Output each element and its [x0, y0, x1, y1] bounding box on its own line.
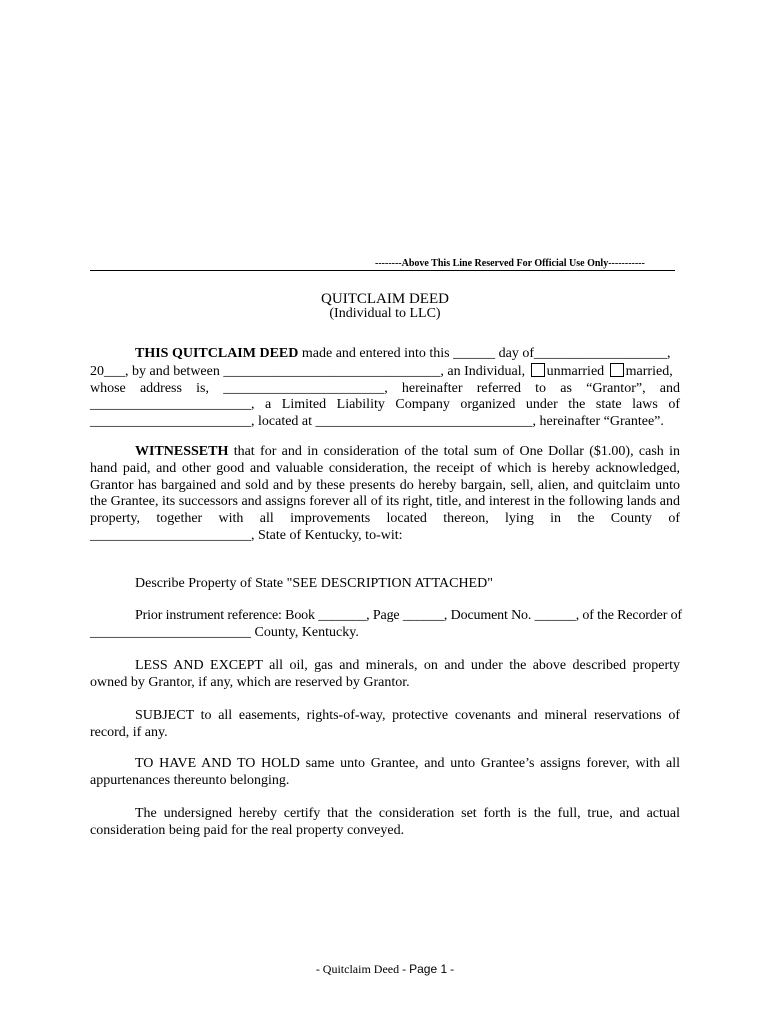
word: Company — [395, 397, 450, 413]
subject-paragraph: SUBJECT to all easements, rights-of-way, protective covenants and mineral reservations of record, if any. — [90, 708, 680, 740]
word: Liability — [336, 397, 385, 413]
intro-line-5: _______________________, located at _______________________________, hereinafter “Grantee”. — [90, 414, 664, 430]
word: to — [535, 380, 547, 396]
footer-suffix: - — [447, 962, 455, 976]
page-footer — [0, 962, 770, 977]
word: address — [139, 380, 182, 396]
word: a — [265, 397, 272, 413]
witnesseth-lead: WITNESSETH — [135, 444, 229, 459]
word: of — [668, 397, 680, 413]
married-label: married, — [625, 363, 673, 379]
describe-property: Describe Property of State "SEE DESCRIPTION ATTACHED" — [135, 576, 493, 591]
word: “Grantor”, — [586, 380, 646, 396]
word: as — [560, 380, 572, 396]
word: _______________________, — [90, 397, 255, 413]
certify-paragraph: The undersigned hereby certify that the consideration set forth is the full, true, and actual consideration being paid for the real property conveyed. — [90, 806, 680, 838]
word: laws — [632, 397, 658, 413]
horizontal-rule — [90, 270, 675, 271]
prior-line-2: _______________________ County, Kentucky. — [90, 624, 359, 640]
page-number: Page 1 — [409, 962, 448, 976]
unmarried-checkbox[interactable] — [531, 363, 545, 377]
witnesseth-text: that for and in consideration of the total sum of One Dollar ($1.00), cash in hand paid, and other good and valuable consideration, the receipt of which is hereby acknowledged, Grantor has bargained and sold and by these presents do hereby bargain, sell, alien, and quitclaim unto the Grantee, its successors and assigns forever all of its right, title, and interest in the following lands and property, together with all improvements located thereon, lying in the County of _______________________, State of Kentucky, to-wit: — [90, 444, 680, 543]
intro-line-4 — [90, 397, 680, 414]
word: is, — [196, 380, 209, 396]
unmarried-label: unmarried — [546, 363, 605, 379]
married-checkbox[interactable] — [610, 363, 624, 377]
word: state — [595, 397, 622, 413]
intro-line-1 — [90, 346, 680, 363]
intro-line-2 — [90, 363, 680, 381]
witnesseth-paragraph — [90, 444, 680, 545]
prior-instrument — [90, 608, 680, 642]
footer-prefix: - Quitclaim Deed - — [315, 962, 410, 976]
page-title: QUITCLAIM DEED — [321, 291, 449, 307]
prior-line-1: Prior instrument reference: Book _______, Page ______, Document No. ______, of the Recorder of — [135, 608, 682, 623]
word: _______________________, — [223, 380, 388, 396]
word: organized — [460, 397, 516, 413]
intro-line-3 — [90, 381, 680, 398]
page-subtitle: (Individual to LLC) — [329, 306, 441, 321]
word: referred — [476, 380, 521, 396]
intro-paragraph — [90, 346, 680, 431]
word: whose — [90, 380, 126, 396]
word: and — [659, 380, 680, 396]
intro-line-2-text: 20___, by and between _______________________________, an Individual, — [90, 363, 526, 379]
official-use-line: --------Above This Line Reserved For Official Use Only----------- — [375, 258, 645, 269]
word: Limited — [281, 397, 327, 413]
word: under — [525, 397, 558, 413]
word: the — [568, 397, 586, 413]
intro-line-1-text: made and entered into this ______ day of___________________, — [298, 346, 671, 361]
habendum-paragraph: TO HAVE AND TO HOLD same unto Grantee, and unto Grantee’s assigns forever, with all appurtenances thereunto belonging. — [90, 756, 680, 788]
less-except-paragraph: LESS AND EXCEPT all oil, gas and minerals, on and under the above described property owned by Grantor, if any, which are reserved by Grantor. — [90, 658, 680, 690]
word: hereinafter — [401, 380, 463, 396]
intro-lead: THIS QUITCLAIM DEED — [135, 346, 299, 361]
